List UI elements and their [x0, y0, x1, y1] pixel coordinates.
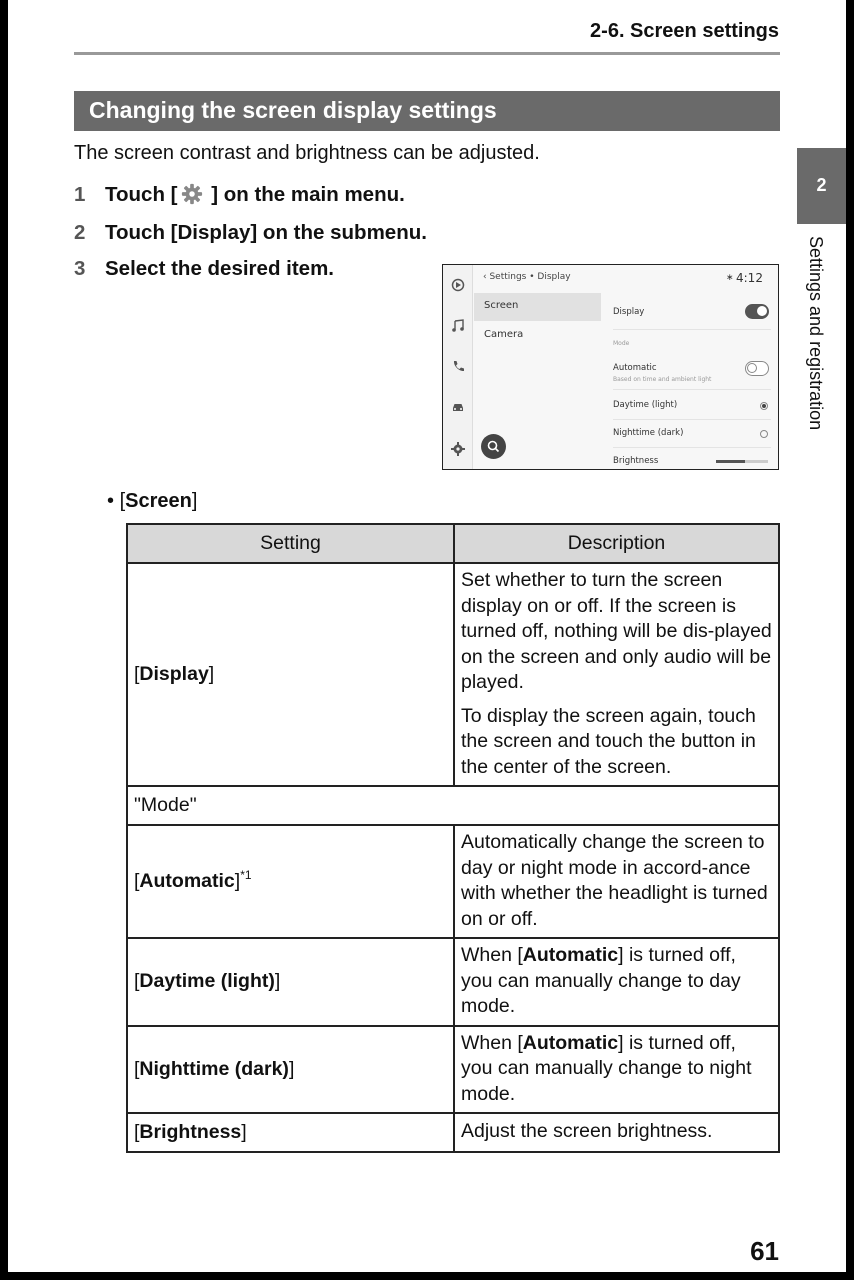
setting-name: Display [139, 662, 209, 685]
bullet-name: Screen [125, 490, 192, 512]
divider [613, 329, 771, 330]
mode-group-cell: "Mode" [127, 786, 779, 825]
intro-text: The screen contrast and brightness can be adjusted. [74, 142, 540, 164]
desc-pre: When [ [461, 1031, 523, 1054]
daytime-radio[interactable] [760, 402, 768, 410]
option-brightness: Brightness [613, 456, 659, 466]
step-number: 1 [74, 183, 86, 206]
clock: 4:12 [736, 271, 763, 285]
description-cell: Adjust the screen brightness. [454, 1113, 779, 1152]
desc-post: ] is turned off, you can manually change to night mode. [461, 1031, 752, 1105]
option-automatic[interactable]: Automatic [613, 363, 657, 373]
settings-gear-icon [450, 441, 466, 457]
table-row-mode [127, 786, 779, 825]
table-row-display [127, 563, 779, 786]
step-number: 2 [74, 221, 86, 244]
automatic-toggle[interactable] [745, 361, 769, 376]
description-cell: Automatically change the screen to day or night mode in accord-ance with whether the headlight is turned on or off. [454, 825, 779, 938]
setting-name: Daytime (light) [139, 970, 275, 992]
settings-table [126, 523, 780, 1153]
table-row-brightness [127, 1113, 779, 1152]
menu-item-camera[interactable]: Camera [484, 329, 524, 340]
phone-icon [450, 359, 466, 375]
search-icon [481, 434, 506, 459]
divider [613, 389, 771, 390]
step-3 [74, 257, 334, 281]
section-title: Changing the screen display settings [74, 91, 780, 131]
music-icon [450, 318, 466, 334]
description-cell [454, 563, 779, 786]
breadcrumb[interactable]: ‹ Settings • Display [483, 272, 571, 282]
table-row-nighttime [127, 1026, 779, 1114]
setting-name: Brightness [139, 1120, 242, 1143]
footnote-marker: *1 [240, 867, 252, 882]
setting-cell: [Display] [127, 563, 454, 786]
bullet-screen [107, 490, 197, 513]
divider [613, 419, 771, 420]
step-text: Touch [Display] on the submenu. [105, 221, 427, 244]
table-row-automatic [127, 825, 779, 938]
step-text-post: ] on the main menu. [205, 183, 405, 206]
bullet-mark: • [107, 490, 115, 512]
car-icon [450, 399, 466, 415]
setting-name: Nighttime (dark) [139, 1057, 289, 1080]
header-setting: Setting [127, 524, 454, 563]
gear-icon [181, 183, 203, 211]
step-1 [74, 183, 405, 211]
chapter-label: Settings and registration [806, 236, 826, 431]
menu-item-screen[interactable]: Screen [474, 293, 601, 321]
desc-post: ] is turned off, you can manually change to day mode. [461, 944, 741, 1017]
header-description: Description [454, 524, 779, 563]
chapter-tab: 2 [797, 148, 846, 224]
navigation-icon [450, 277, 466, 293]
search-button[interactable] [481, 434, 506, 459]
step-text: Select the desired item. [105, 257, 335, 280]
bluetooth-icon: ∗ [726, 273, 734, 283]
setting-name: Automatic [139, 869, 235, 892]
scan-border-left [0, 0, 8, 1280]
description-paragraph: Set whether to turn the screen display on or off. If the screen is turned off, nothing will be dis-played on the screen and only audio will be played. [461, 569, 772, 693]
side-rail [443, 265, 473, 469]
option-nighttime[interactable]: Nighttime (dark) [613, 428, 684, 438]
description-cell [454, 1026, 779, 1114]
display-toggle[interactable] [745, 304, 769, 319]
nighttime-radio[interactable] [760, 430, 768, 438]
running-head: 2-6. Screen settings [590, 20, 779, 42]
description-paragraph: To display the screen again, touch the screen and touch the button in the center of the screen. [461, 704, 756, 778]
toggle-knob [757, 306, 767, 316]
step-2 [74, 221, 427, 245]
automatic-subtext: Based on time and ambient light [613, 376, 712, 383]
bullet-open: [ [119, 490, 126, 512]
scan-border-right [846, 0, 854, 1280]
option-daytime[interactable]: Daytime (light) [613, 400, 678, 410]
description-cell [454, 938, 779, 1026]
page-number: 61 [750, 1236, 779, 1266]
display-settings-screenshot [442, 264, 779, 470]
divider [613, 447, 771, 448]
brightness-slider[interactable] [716, 460, 768, 463]
scan-border-bottom [0, 1272, 854, 1280]
step-number: 3 [74, 257, 86, 280]
bullet-close: ] [191, 490, 198, 512]
setting-cell: [Brightness] [127, 1113, 454, 1152]
desc-bold: Automatic [522, 1031, 619, 1054]
desc-pre: When [ [461, 944, 523, 966]
table-header-row [127, 524, 779, 563]
setting-cell: [Nighttime (dark)] [127, 1026, 454, 1114]
brightness-slider-fill [716, 460, 745, 463]
header-rule [74, 52, 780, 55]
setting-cell: [Daytime (light)] [127, 938, 454, 1026]
step-text-pre: Touch [ [105, 183, 178, 206]
desc-bold: Automatic [522, 944, 619, 966]
mode-caption: Mode [613, 340, 630, 347]
table-row-daytime [127, 938, 779, 1026]
setting-cell: [Automatic]$^{*1}$ [127, 825, 454, 938]
option-display[interactable]: Display [613, 307, 645, 317]
toggle-knob [747, 363, 757, 373]
